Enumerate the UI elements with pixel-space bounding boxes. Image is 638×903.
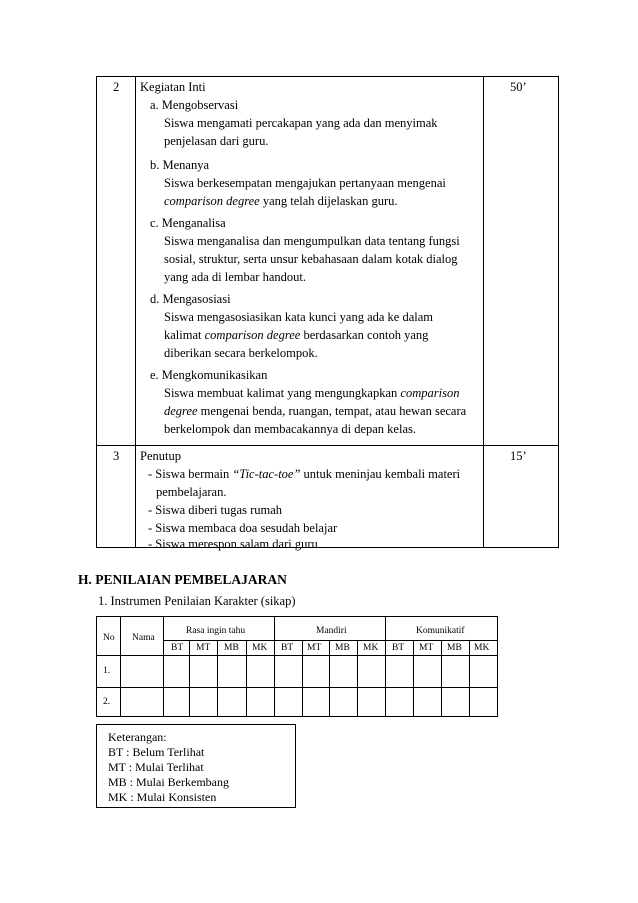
item-text — [164, 326, 428, 344]
legend-line: BT : Belum Terlihat — [108, 745, 205, 759]
subheader: MT — [307, 643, 322, 653]
subheader: BT — [171, 643, 184, 653]
row-divider — [97, 687, 497, 688]
item-text — [164, 384, 459, 402]
legend-line: MT : Mulai Terlihat — [108, 760, 204, 774]
subheader: MK — [474, 643, 490, 653]
row-label: 2. — [103, 697, 111, 707]
row-time: 50’ — [510, 80, 527, 94]
row-number: 2 — [113, 80, 120, 94]
item-heading: b. Menanya — [150, 158, 210, 172]
row-number: 3 — [113, 449, 120, 463]
bullet-continuation: pembelajaran. — [156, 485, 227, 499]
row-divider — [163, 640, 497, 641]
column-divider — [413, 640, 414, 716]
subheader: MB — [335, 643, 350, 653]
item-heading: e. Mengkomunikasikan — [150, 368, 268, 382]
item-text: penjelasan dari guru. — [164, 134, 269, 148]
bullet-item: - Siswa membaca doa sesudah belajar — [148, 521, 338, 535]
item-heading: c. Menganalisa — [150, 216, 226, 230]
subheader: MK — [252, 643, 268, 653]
item-heading: a. Mengobservasi — [150, 98, 239, 112]
italic-term: “Tic-tac-toe” — [232, 467, 301, 481]
column-divider — [329, 640, 330, 716]
italic-term: comparison degree — [204, 328, 301, 342]
italic-term: comparison degree — [164, 194, 260, 208]
header-group: Rasa ingin tahu — [186, 626, 246, 636]
column-divider — [302, 640, 303, 716]
item-text: sosial, struktur, serta unsur kebahasaan dalam kotak dialog — [164, 252, 458, 266]
column-divider — [357, 640, 358, 716]
header-nama: Nama — [132, 633, 155, 643]
row-time: 15’ — [510, 449, 527, 463]
subheader: BT — [392, 643, 405, 653]
item-text: Siswa mengamati percakapan yang ada dan menyimak — [164, 116, 438, 130]
bullet-text-rest: untuk meninjau kembali materi — [300, 467, 461, 481]
item-text — [164, 192, 398, 210]
row-title: Penutup — [140, 449, 181, 463]
subheader: MB — [224, 643, 239, 653]
row-divider — [97, 445, 558, 446]
column-divider — [163, 617, 164, 716]
item-text: Siswa mengasosiasikan kata kunci yang ada ke dalam — [164, 310, 434, 324]
row-title: Kegiatan Inti — [140, 80, 206, 94]
column-divider — [274, 617, 275, 716]
section-subheading: 1. Instrumen Penilaian Karakter (sikap) — [98, 594, 296, 608]
item-text: diberikan secara berkelompok. — [164, 346, 318, 360]
legend-box — [96, 724, 296, 808]
subheader: MT — [196, 643, 211, 653]
subheader: MT — [419, 643, 434, 653]
header-group: Mandiri — [316, 626, 347, 636]
bullet-item: - Siswa merespon salam dari guru — [148, 537, 318, 551]
column-divider — [483, 77, 484, 547]
item-text: berkelompok dan membacakannya di depan kelas. — [164, 422, 416, 436]
column-divider — [246, 640, 247, 716]
row-divider — [97, 655, 497, 656]
bullet-item — [148, 465, 460, 483]
column-divider — [217, 640, 218, 716]
header-group: Komunikatif — [416, 626, 465, 636]
row-label: 1. — [103, 666, 111, 676]
column-divider — [441, 640, 442, 716]
column-divider — [120, 617, 121, 716]
italic-term: degree — [164, 404, 198, 418]
item-text-rest: berdasarkan contoh yang — [300, 328, 429, 342]
item-text: Siswa berkesempatan mengajukan pertanyaan mengenai — [164, 176, 446, 190]
item-text-pre: Siswa membuat kalimat yang mengungkapkan — [164, 386, 401, 400]
bullet-item: - Siswa diberi tugas rumah — [148, 503, 283, 517]
subheader: MB — [447, 643, 462, 653]
subheader: BT — [281, 643, 294, 653]
column-divider — [469, 640, 470, 716]
legend-line: MB : Mulai Berkembang — [108, 775, 229, 789]
section-heading: H. PENILAIAN PEMBELAJARAN — [78, 572, 287, 587]
subheader: MK — [363, 643, 379, 653]
item-heading: d. Mengasosiasi — [150, 292, 231, 306]
item-text-rest: yang telah dijelaskan guru. — [259, 194, 398, 208]
bullet-text-pre: - Siswa bermain — [148, 467, 233, 481]
column-divider — [189, 640, 190, 716]
item-text-rest: mengenai benda, ruangan, tempat, atau hewan secara — [197, 404, 467, 418]
legend-line: MK : Mulai Konsisten — [108, 790, 217, 804]
column-divider — [385, 617, 386, 716]
italic-term: comparison — [400, 386, 460, 400]
header-no: No — [103, 633, 115, 643]
item-text-pre: kalimat — [164, 328, 205, 342]
item-text — [164, 402, 466, 420]
item-text: yang ada di lembar handout. — [164, 270, 306, 284]
legend-title: Keterangan: — [108, 730, 167, 744]
item-text: Siswa menganalisa dan mengumpulkan data tentang fungsi — [164, 234, 460, 248]
column-divider — [135, 77, 136, 547]
